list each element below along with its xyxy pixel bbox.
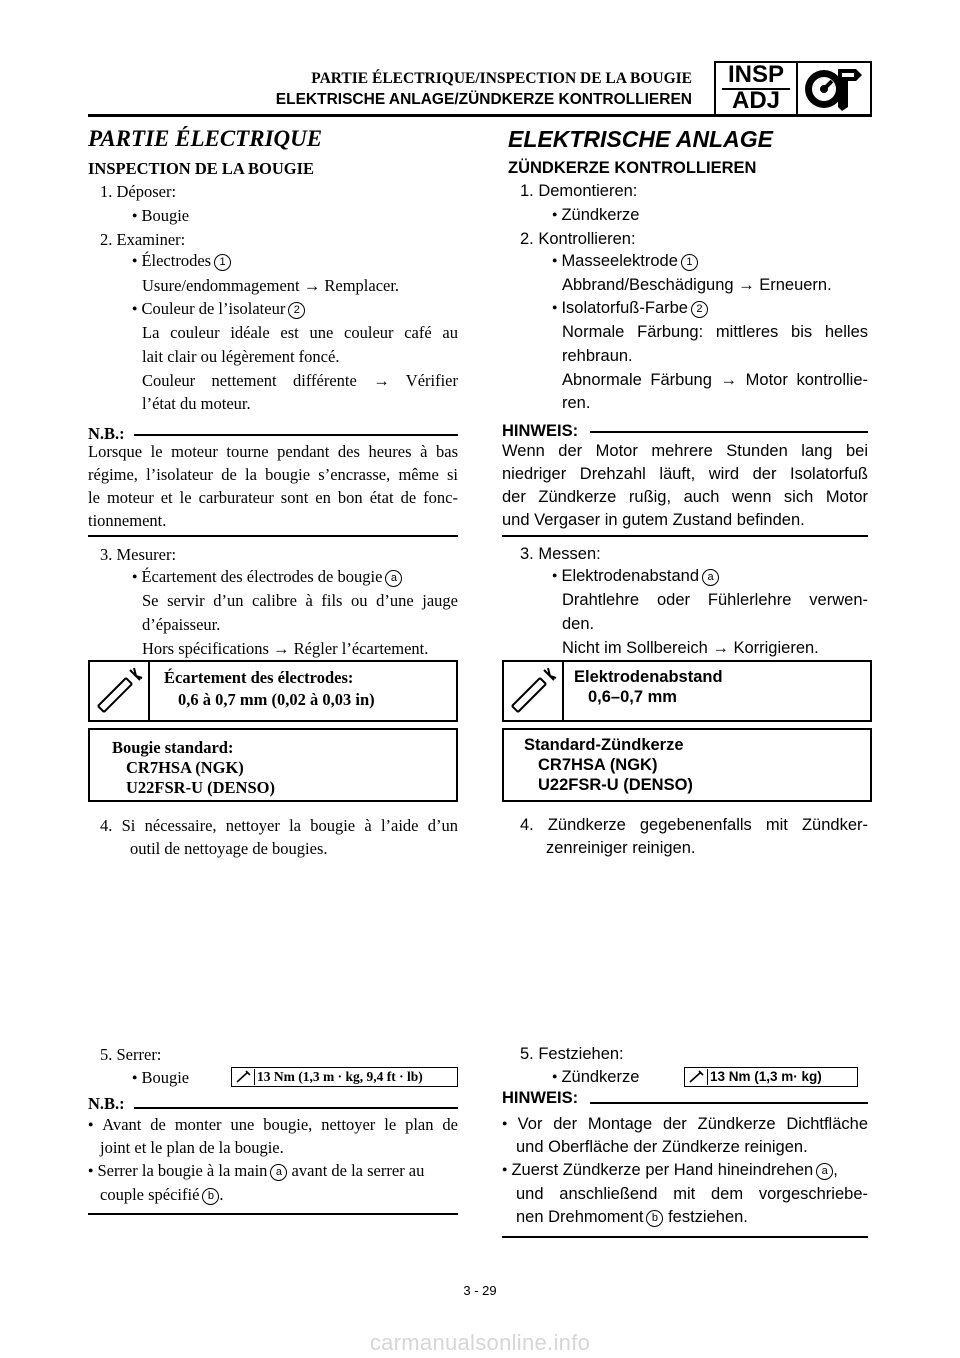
step-5: 5. Festziehen: bbox=[520, 1045, 624, 1063]
step-1: 1. Demontieren: bbox=[520, 182, 638, 200]
step-4-cont: zenreiniger reinigen. bbox=[546, 839, 696, 857]
note-title: HINWEIS: bbox=[502, 422, 579, 440]
step-5-item: ● Zündkerze bbox=[552, 1068, 639, 1087]
spec-gap-value: 0,6–0,7 mm bbox=[588, 688, 677, 706]
step-3: 3. Mesurer: bbox=[100, 545, 177, 564]
spec-box-standard-plug bbox=[88, 728, 458, 802]
page-header bbox=[88, 60, 874, 120]
step-2-electrodes-desc: Usure/endommagement → Remplacer. bbox=[142, 276, 400, 295]
insulator-desc-3: Abnormale Färbung → Motor kontrollie- bbox=[562, 371, 868, 389]
badge-insp-label: INSP bbox=[727, 61, 784, 88]
spec-box-gap bbox=[502, 660, 872, 722]
section-subtitle: ZÜNDKERZE KONTROLLIEREN bbox=[508, 159, 757, 177]
note2-item-1-cont: joint et le plan de la bougie. bbox=[100, 1138, 284, 1157]
step-5-item: ● Bougie bbox=[132, 1068, 189, 1088]
torque-value: 13 Nm (1,3 m · kg, 9,4 ft · lb) bbox=[257, 1069, 423, 1084]
note-line: Lorsque le moteur tourne pendant des heures à bas bbox=[88, 442, 458, 461]
insulator-desc-4: l’état du moteur. bbox=[142, 394, 251, 413]
insp-adj-badge bbox=[714, 61, 872, 117]
note2-item-1-cont: und Oberfläche der Zündkerze reinigen. bbox=[516, 1138, 808, 1156]
torque-spec bbox=[231, 1067, 458, 1087]
note-rule bbox=[134, 1107, 458, 1109]
torque-value: 13 Nm (1,3 m· kg) bbox=[710, 1069, 822, 1084]
note-line: niedriger Drehzahl läuft, wird der Isolatorfuß bbox=[502, 465, 868, 483]
torque-wrench-icon bbox=[234, 1069, 255, 1085]
step-2-item-electrodes: ● Électrodes 1 bbox=[132, 251, 231, 271]
note-line: der Zündkerze rußig, auch wenn sich Motor bbox=[502, 488, 868, 506]
note2-item-2: ● Serrer la bougie à la main a avant de la serrer au bbox=[88, 1161, 424, 1181]
step-2-item-insulator: ● Isolatorfuß-Farbe 2 bbox=[552, 299, 708, 318]
note-line: und Vergaser in gutem Zustand befinden. bbox=[502, 511, 805, 529]
note2-item-2: ● Zuerst Zündkerze per Hand hineindrehen a , bbox=[502, 1161, 838, 1180]
note-title: N.B.: bbox=[88, 424, 125, 443]
step-3-item: ● Écartement des électrodes de bougie a bbox=[132, 567, 402, 587]
spec-plug-denso: U22FSR-U (DENSO) bbox=[538, 776, 693, 794]
header-title-de: ELEKTRISCHE ANLAGE/ZÜNDKERZE KONTROLLIEREN bbox=[275, 91, 692, 108]
spec-plug-denso: U22FSR-U (DENSO) bbox=[126, 778, 275, 797]
spec-plug-title: Bougie standard: bbox=[112, 738, 234, 757]
insulator-desc-2: lait clair ou légèrement foncé. bbox=[142, 347, 340, 366]
gap-desc-1: Drahtlehre oder Fühlerlehre verwen- bbox=[562, 591, 868, 609]
insulator-desc-2: rehbraun. bbox=[562, 347, 633, 365]
note-line: tionnement. bbox=[88, 511, 167, 530]
spec-box-standard-plug bbox=[502, 728, 872, 802]
spec-plug-title: Standard-Zündkerze bbox=[524, 736, 684, 754]
gap-desc-2: d’épaisseur. bbox=[142, 615, 221, 634]
electrode-desc: Abbrand/Beschädigung → Erneuern. bbox=[562, 276, 832, 294]
note-title: N.B.: bbox=[88, 1094, 125, 1113]
spec-plug-ngk: CR7HSA (NGK) bbox=[126, 758, 244, 777]
insulator-desc-1: La couleur idéale est une couleur café au bbox=[142, 323, 458, 342]
insulator-desc-4: ren. bbox=[562, 394, 591, 412]
note2-item-1: ● Vor der Montage der Zündkerze Dichtfläche bbox=[502, 1115, 868, 1134]
gap-desc-2: den. bbox=[562, 615, 595, 633]
header-title-fr: PARTIE ÉLECTRIQUE/INSPECTION DE LA BOUGIE bbox=[311, 70, 692, 87]
note-end-rule bbox=[502, 1236, 868, 1238]
gap-desc-3: Hors spécifications → Régler l’écartement. bbox=[142, 639, 429, 658]
caliper-icon bbox=[504, 662, 564, 720]
step-2-item-electrode: ● Masseelektrode 1 bbox=[552, 252, 698, 271]
spec-plug-ngk: CR7HSA (NGK) bbox=[538, 756, 658, 774]
note2-item-1: ● Avant de monter une bougie, nettoyer le plan de bbox=[88, 1115, 458, 1135]
step-4: 4. Si nécessaire, nettoyer la bougie à l’aide d’un bbox=[100, 816, 458, 835]
gap-desc-3: Nicht im Sollbereich → Korrigieren. bbox=[562, 639, 819, 657]
step-2: 2. Kontrollieren: bbox=[520, 230, 636, 248]
step-4: 4. Zündkerze gegebenenfalls mit Zündker- bbox=[520, 816, 868, 834]
spec-gap-title: Elektrodenabstand bbox=[574, 668, 723, 686]
note2-item-2-cont: couple spécifié b . bbox=[100, 1185, 224, 1204]
step-1: 1. Déposer: bbox=[100, 182, 177, 201]
note2-item-2-cont2: nen Drehmoment b festziehen. bbox=[516, 1208, 748, 1226]
note2-item-2-cont: und anschließend mit dem vorgeschriebe- bbox=[516, 1185, 868, 1203]
page-number: 3 - 29 bbox=[463, 1283, 497, 1298]
torque-spec bbox=[684, 1067, 858, 1087]
wrench-gauge-icon bbox=[798, 63, 870, 115]
step-3: 3. Messen: bbox=[520, 545, 601, 563]
note-rule bbox=[590, 431, 868, 433]
note-line: Wenn der Motor mehrere Stunden lang bei bbox=[502, 442, 868, 460]
note-title: HINWEIS: bbox=[502, 1089, 579, 1107]
note-end-rule bbox=[502, 535, 868, 537]
step-3-item: ● Elektrodenabstand a bbox=[552, 567, 719, 586]
note-line: le moteur et le carburateur sont en bon état de fonc- bbox=[88, 488, 458, 507]
step-2: 2. Examiner: bbox=[100, 230, 186, 249]
step-1-item: ● Zündkerze bbox=[552, 206, 639, 225]
note-end-rule bbox=[88, 535, 458, 537]
section-subtitle: INSPECTION DE LA BOUGIE bbox=[88, 159, 315, 178]
step-1-item: ● Bougie bbox=[132, 206, 189, 226]
gap-desc-1: Se servir d’un calibre à fils ou d’une jauge bbox=[142, 591, 458, 610]
caliper-icon bbox=[90, 662, 150, 720]
step-5: 5. Serrer: bbox=[100, 1045, 162, 1064]
note-rule bbox=[590, 1102, 868, 1104]
torque-wrench-icon bbox=[687, 1069, 708, 1085]
section-title: ELEKTRISCHE ANLAGE bbox=[508, 126, 773, 152]
note-rule bbox=[134, 434, 458, 436]
spec-gap-title: Écartement des électrodes: bbox=[164, 668, 354, 687]
badge-adj-label: ADJ bbox=[731, 87, 780, 114]
insulator-desc-3: Couleur nettement différente → Vérifier bbox=[142, 371, 458, 390]
watermark: carmanualsonline.info bbox=[369, 1330, 591, 1355]
spec-gap-value: 0,6 à 0,7 mm (0,02 à 0,03 in) bbox=[178, 690, 375, 709]
note-line: régime, l’isolateur de la bougie s’encrasse, même si bbox=[88, 465, 458, 484]
insulator-desc-1: Normale Färbung: mittleres bis helles bbox=[562, 323, 868, 341]
step-2-item-insulator: ● Couleur de l’isolateur 2 bbox=[132, 299, 305, 319]
step-4-cont: outil de nettoyage de bougies. bbox=[130, 839, 328, 858]
spec-box-gap bbox=[88, 660, 458, 722]
note-end-rule bbox=[88, 1213, 458, 1215]
section-title: PARTIE ÉLECTRIQUE bbox=[88, 126, 323, 151]
